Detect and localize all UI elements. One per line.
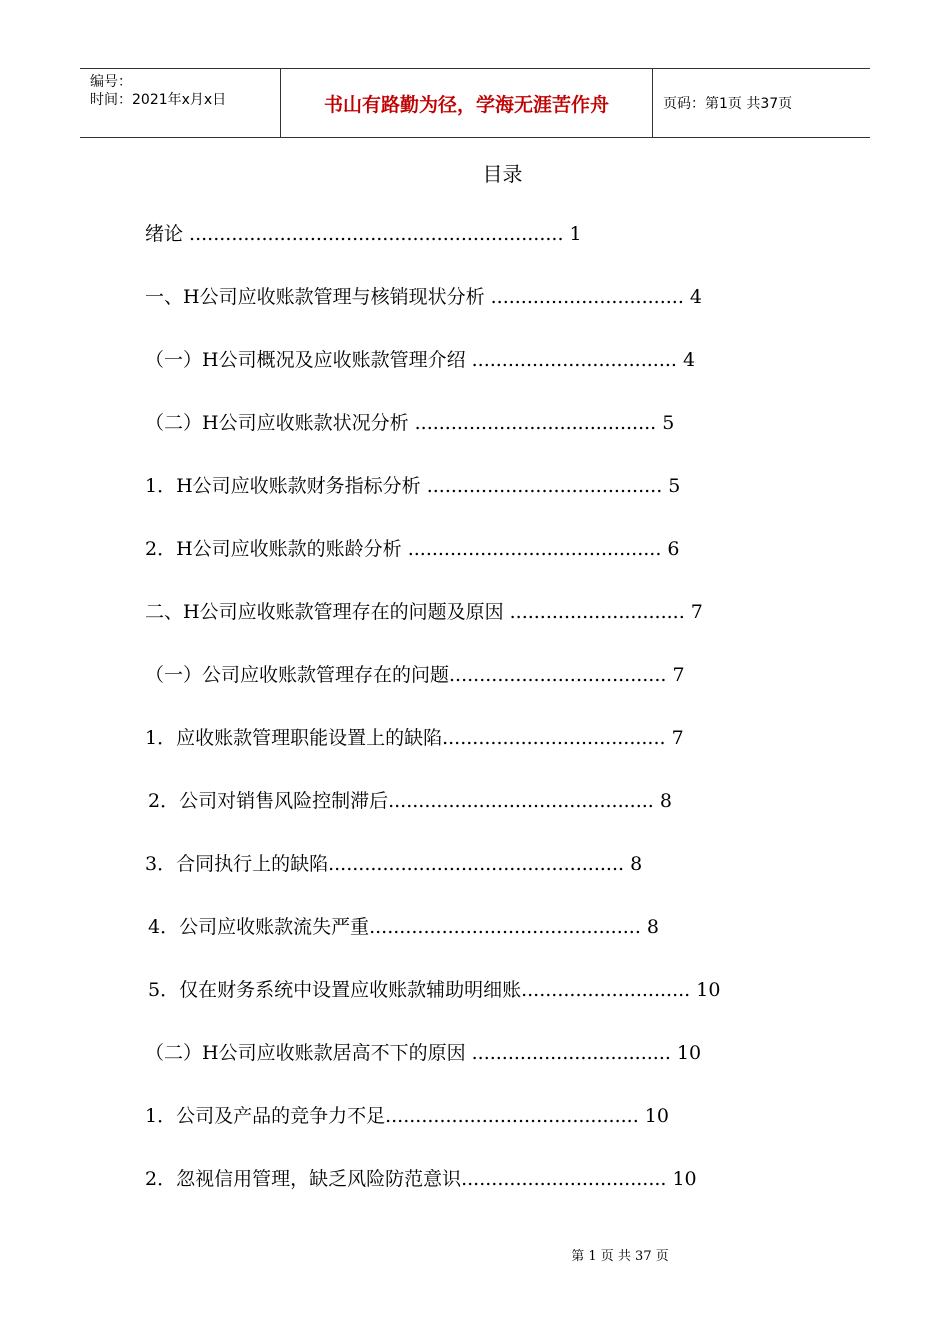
header-left-cell — [80, 69, 281, 137]
toc-entry[interactable]: （一）公司应收账款管理存在的问题.................................... 7 — [145, 664, 685, 686]
toc-entry[interactable]: 二、H公司应收账款管理存在的问题及原因 ............................. 7 — [145, 601, 703, 623]
number-label: 编号： — [90, 74, 132, 90]
toc-entry[interactable]: 绪论 .............................................................. 1 — [145, 223, 582, 245]
toc-entry[interactable]: 1．公司及产品的竞争力不足.......................................... 10 — [145, 1105, 669, 1127]
toc-entry[interactable]: 3．合同执行上的缺陷................................................. 8 — [145, 853, 643, 875]
date-text: 时间：2021年x月x日 — [90, 92, 227, 108]
toc-entry[interactable]: 4．公司应收账款流失严重............................................. 8 — [148, 916, 659, 938]
toc-entry[interactable]: （二）H公司应收账款居高不下的原因 ................................. 10 — [145, 1042, 702, 1064]
toc-entry[interactable]: 一、H公司应收账款管理与核销现状分析 ................................ 4 — [145, 286, 703, 308]
toc-entry[interactable]: 5．仅在财务系统中设置应收账款辅助明细账............................ 10 — [148, 979, 721, 1001]
toc-entry[interactable]: （二）H公司应收账款状况分析 ........................................ 5 — [145, 412, 675, 434]
toc-entry[interactable]: 2．忽视信用管理，缺乏风险防范意识.................................. 10 — [145, 1168, 697, 1190]
toc-entry[interactable]: 2．公司对销售风险控制滞后............................................ 8 — [148, 790, 672, 812]
toc-entry[interactable]: 2．H公司应收账款的账龄分析 .......................................... 6 — [145, 538, 680, 560]
header-page-info: 页码：第1页 共37页 — [663, 96, 793, 112]
page-footer: 第 1 页 共 37 页 — [571, 1249, 669, 1264]
page-header — [80, 68, 870, 138]
toc-entry[interactable]: 1．H公司应收账款财务指标分析 ....................................... 5 — [145, 475, 681, 497]
toc-title: 目录 — [482, 162, 523, 186]
toc-entry[interactable]: 1．应收账款管理职能设置上的缺陷..................................... 7 — [145, 727, 684, 749]
header-motto: 书山有路勤为径，学海无涯苦作舟 — [281, 69, 653, 137]
toc-entry[interactable]: （一）H公司概况及应收账款管理介绍 .................................. 4 — [145, 349, 696, 371]
